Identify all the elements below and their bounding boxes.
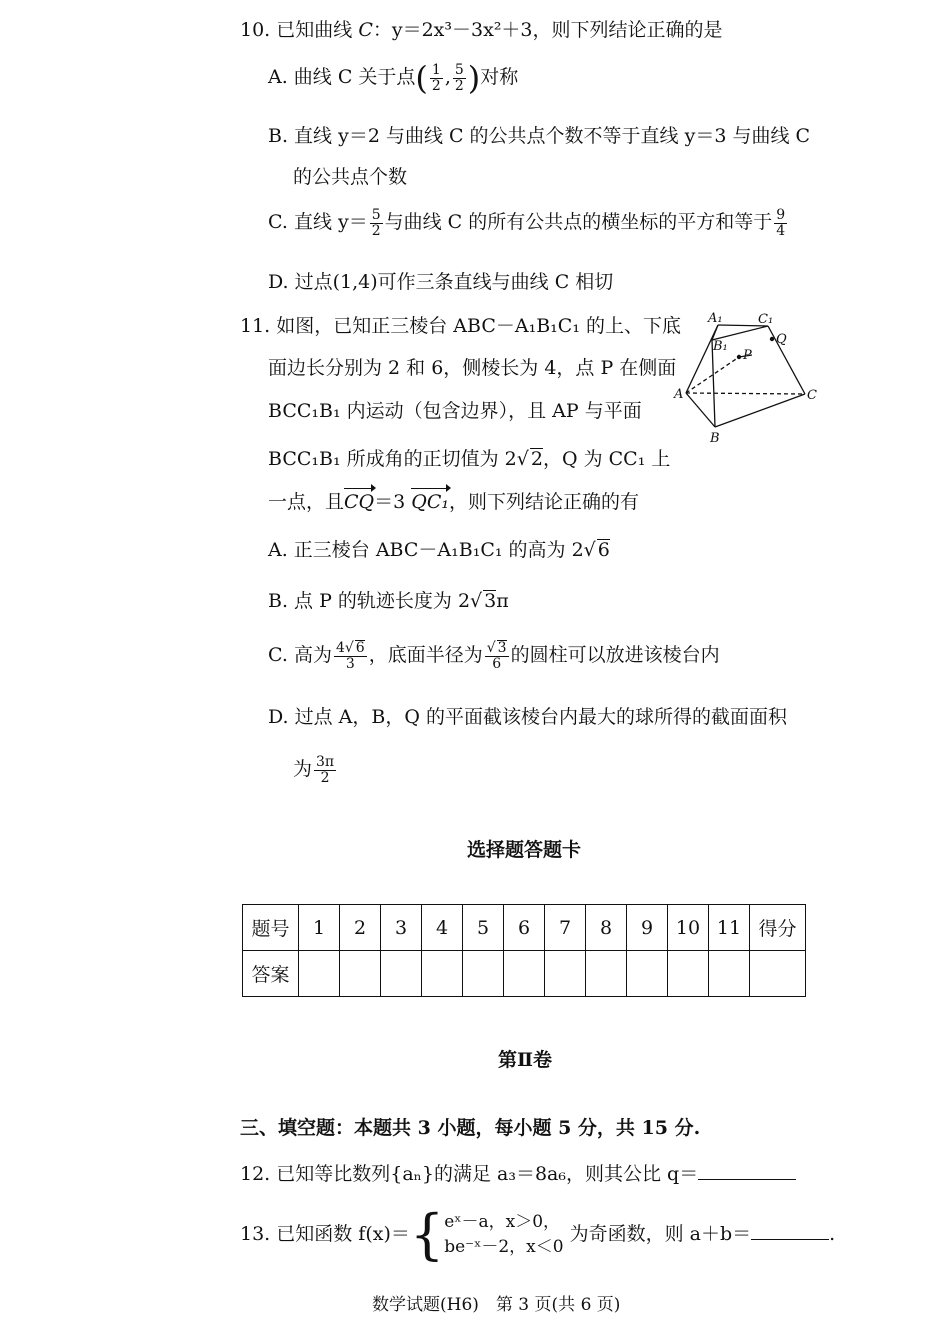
answer-cell-11[interactable]	[709, 951, 750, 997]
answer-cell-4[interactable]	[422, 951, 463, 997]
label-p: P	[743, 348, 752, 363]
q11-stem-line4: BCC₁B₁ 所成角的正切值为 2√ 2，Q 为 CC₁ 上	[268, 448, 671, 470]
q10-option-b-line1: B. 直线 y＝2 与曲线 C 的公共点个数不等于直线 y＝3 与曲线 C	[268, 125, 811, 147]
row-label: 答案	[243, 951, 299, 997]
score-cell[interactable]	[750, 951, 806, 997]
answer-cell-1[interactable]	[299, 951, 340, 997]
header-cell: 2	[340, 905, 381, 951]
point-p	[737, 355, 741, 359]
answer-cell-10[interactable]	[668, 951, 709, 997]
label-b: B	[710, 431, 720, 446]
answer-cell-7[interactable]	[545, 951, 586, 997]
label-a1: A₁	[708, 311, 723, 326]
q11-option-c: C. 高为 $\frac{4√ 6}{3}$ ，底面半径为 $\frac{√ 3}{6}$ 的圆柱可以放进该棱台内	[268, 640, 720, 673]
answer-cell-3[interactable]	[381, 951, 422, 997]
answer-cell-6[interactable]	[504, 951, 545, 997]
header-cell: 5	[463, 905, 504, 951]
label-a: A	[674, 387, 684, 402]
label-q: Q	[776, 332, 787, 347]
q10-option-c: C. 直线 y＝ $\frac{5}{2}$ 与曲线 C 的所有公共点的横坐标的平方和等于 $\frac{9}{4}$	[268, 207, 786, 239]
header-cell: 7	[545, 905, 586, 951]
q11-option-d-line1: D. 过点 A，B，Q 的平面截该棱台内最大的球所得的截面面积	[268, 706, 787, 728]
q11-option-d-line2: 为 $\frac{3\pi}{2}$	[293, 754, 335, 786]
header-cell: 11	[709, 905, 750, 951]
q11-option-a: A. 正三棱台 ABC－A₁B₁C₁ 的高为 2√ 6	[268, 539, 610, 561]
q11-option-b: B. 点 P 的轨迹长度为 2√ 3π	[268, 590, 509, 612]
header-cell: 4	[422, 905, 463, 951]
q11-stem-line5: 一点，且CQ＝3 QC₁，则下列结论正确的有	[268, 491, 640, 513]
frustum-figure	[672, 310, 822, 450]
part2-title: 第Ⅱ卷	[498, 1049, 553, 1071]
header-cell: 9	[627, 905, 668, 951]
page-footer: 数学试题(H6) 第 3 页(共 6 页)	[372, 1295, 621, 1315]
q10-option-a: A. 曲线 C 关于点( $\frac{1}{2}$ , $\frac{5}{2}$ )对称	[268, 59, 519, 97]
q13-answer-blank[interactable]	[751, 1239, 829, 1240]
point-q	[770, 337, 774, 341]
q11-stem-line2: 面边长分别为 2 和 6，侧棱长为 4，点 P 在侧面	[268, 357, 677, 379]
q12: 12. 已知等比数列{aₙ}的满足 a₃＝8a₆，则其公比 q＝	[240, 1162, 796, 1187]
answer-card-table	[242, 904, 806, 997]
q13: 13. 已知函数 f(x)＝{ eˣ－a，x＞0， be⁻ˣ－2，x＜0 为奇函数，则 a＋b＝ .	[240, 1203, 836, 1266]
q10-stem: 10. 已知曲线 C：y＝2x³－3x²＋3，则下列结论正确的是	[240, 19, 723, 41]
header-cell: 题号	[243, 905, 299, 951]
answer-card-title: 选择题答题卡	[467, 839, 582, 861]
table-row-header	[243, 905, 806, 951]
answer-cell-8[interactable]	[586, 951, 627, 997]
section3-heading: 三、填空题：本题共 3 小题，每小题 5 分，共 15 分.	[240, 1117, 701, 1139]
q10-option-b-line2: 的公共点个数	[293, 166, 408, 188]
q11-stem-line1: 11. 如图，已知正三棱台 ABC－A₁B₁C₁ 的上、下底	[240, 315, 681, 337]
label-c: C	[807, 388, 817, 403]
answer-cell-5[interactable]	[463, 951, 504, 997]
header-cell: 1	[299, 905, 340, 951]
header-cell: 3	[381, 905, 422, 951]
q10-option-d: D. 过点(1,4)可作三条直线与曲线 C 相切	[268, 271, 614, 293]
answer-cell-9[interactable]	[627, 951, 668, 997]
header-cell: 6	[504, 905, 545, 951]
header-cell: 8	[586, 905, 627, 951]
answer-cell-2[interactable]	[340, 951, 381, 997]
table-row-answers	[243, 951, 806, 997]
label-c1: C₁	[758, 312, 774, 327]
header-cell: 10	[668, 905, 709, 951]
q11-stem-line3: BCC₁B₁ 内运动（包含边界），且 AP 与平面	[268, 400, 642, 422]
q12-answer-blank[interactable]	[698, 1179, 796, 1180]
header-cell: 得分	[750, 905, 806, 951]
label-b1: B₁	[713, 339, 728, 354]
